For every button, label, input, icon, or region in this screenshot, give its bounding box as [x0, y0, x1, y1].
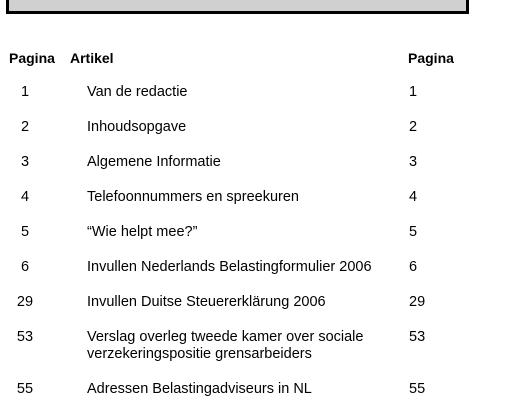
article-title: Adressen Belastingadviseurs in NL — [87, 381, 312, 397]
page-number-left: 29 — [16, 294, 34, 310]
page-number-right: 6 — [409, 259, 418, 275]
page-number-right: 4 — [409, 189, 418, 205]
page-number-left: 6 — [20, 259, 30, 275]
page-number-right: 55 — [409, 381, 426, 397]
article-title: Inhoudsopgave — [87, 119, 187, 135]
page-number-left: 2 — [20, 119, 30, 135]
page-number-right: 5 — [409, 224, 418, 240]
article-title: “Wie helpt mee?” — [87, 224, 198, 240]
page-number-left: 4 — [20, 189, 30, 205]
page-number-right: 29 — [409, 294, 426, 310]
page-number-right: 1 — [409, 84, 418, 100]
header-artikel: Artikel — [70, 50, 114, 66]
top-frame-box — [6, 0, 469, 14]
article-title: Verslag overleg tweede kamer over sociale verzekeringspositie grensarbeiders — [87, 329, 364, 362]
page-number-right: 53 — [409, 329, 426, 345]
page-number-left: 5 — [20, 224, 30, 240]
page-number-left: 1 — [20, 84, 30, 100]
page-number-left: 53 — [16, 329, 34, 345]
page-number-right: 3 — [409, 154, 418, 170]
page-number-left: 3 — [20, 154, 30, 170]
article-title: Algemene Informatie — [87, 154, 221, 170]
article-title: Telefoonnummers en spreekuren — [87, 189, 299, 205]
article-title: Van de redactie — [87, 84, 188, 100]
header-pagina-right: Pagina — [408, 50, 454, 66]
page-number-right: 2 — [409, 119, 418, 135]
page-number-left: 55 — [16, 381, 34, 397]
article-title: Invullen Nederlands Belastingformulier 2006 — [87, 259, 372, 275]
article-title: Invullen Duitse Steuererklärung 2006 — [87, 294, 326, 310]
header-pagina-left: Pagina — [9, 50, 55, 66]
